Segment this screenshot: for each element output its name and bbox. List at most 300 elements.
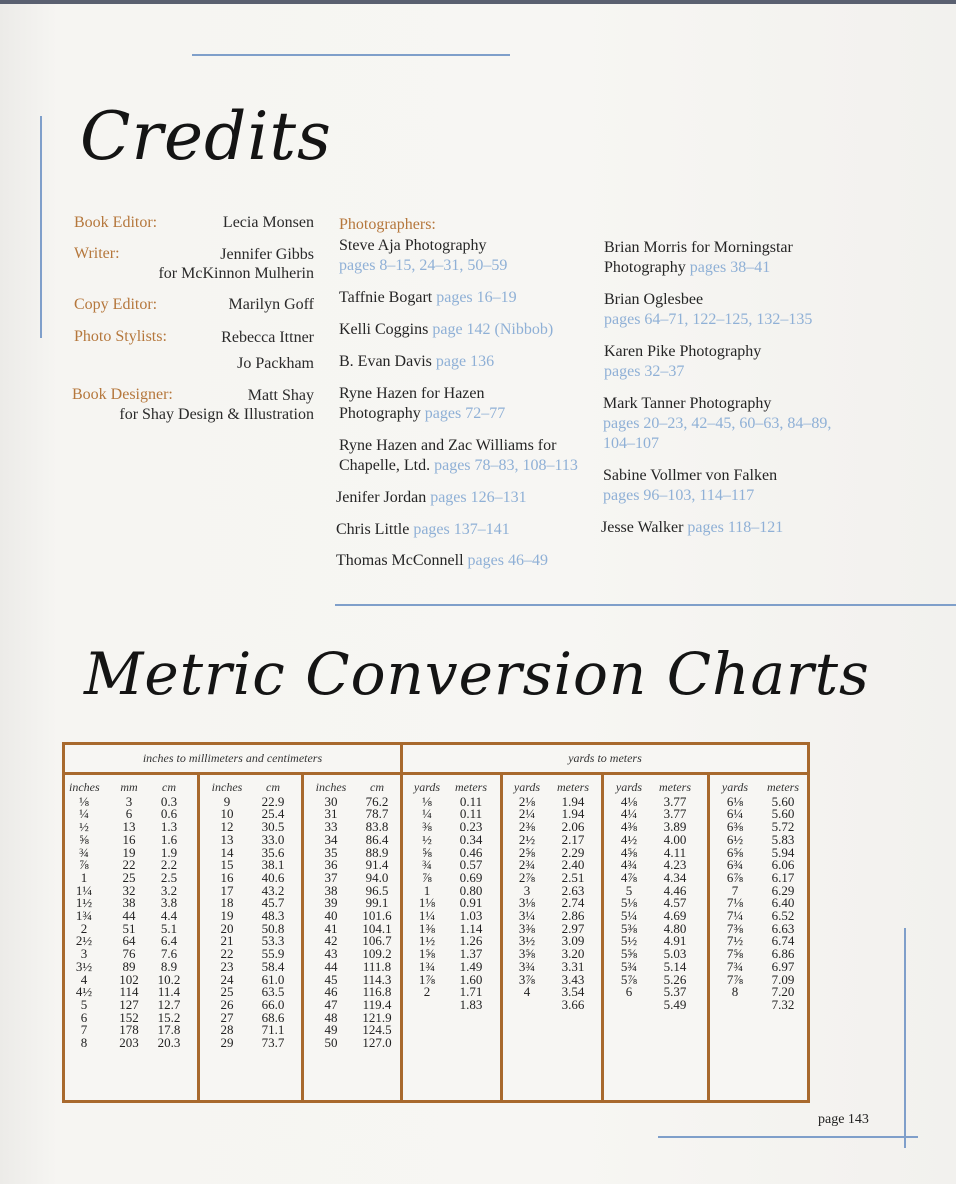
table-cell: 33.0	[261, 831, 285, 847]
table-cell: 6.52	[771, 908, 795, 924]
table-cell: 45	[324, 971, 338, 987]
table-cell: 4.80	[663, 920, 687, 936]
table-cell: 4⅞	[620, 869, 638, 885]
table-cell: ⅞	[422, 869, 432, 885]
table-cell: 64	[122, 933, 136, 949]
table-cell: 4.11	[663, 844, 687, 860]
table-cell: 14	[220, 844, 234, 860]
table-cell: 7⅞	[726, 971, 744, 987]
credit-label-book-editor: Book Editor:	[74, 214, 158, 231]
table-column	[407, 781, 447, 999]
table-cell: 3.89	[663, 819, 687, 835]
table-column	[355, 781, 399, 1050]
table-cell: 28	[220, 1022, 234, 1038]
table-cell: 38.1	[261, 857, 285, 873]
table-cell: 44	[324, 958, 338, 974]
table-cell: 3½	[518, 933, 536, 949]
table-cell: 34	[324, 831, 338, 847]
table-cell: ⅛	[79, 793, 89, 809]
bottom-rule	[658, 1136, 918, 1138]
table-cell: 4.23	[663, 857, 687, 873]
credit-value-copy-editor: Marilyn Goff	[228, 296, 314, 313]
column-header: cm	[162, 780, 176, 794]
table-cell: 0.34	[459, 831, 483, 847]
table-cell: 39	[324, 895, 338, 911]
table-cell: 45.7	[261, 895, 285, 911]
table-cell: 22	[122, 857, 136, 873]
table-cell: 47	[324, 996, 338, 1012]
table-cell: 38	[324, 882, 338, 898]
table-cell: 2¼	[518, 806, 536, 822]
table-cell: 0.23	[459, 819, 483, 835]
photographer-pages: pages 72–77	[424, 405, 506, 422]
photographer-name: Chris Little	[336, 521, 410, 538]
table-cell: 2½	[75, 933, 93, 949]
table-cell: 3⅛	[518, 895, 536, 911]
table-cell: 2.5	[160, 869, 178, 885]
photographer-entry	[336, 520, 596, 540]
column-header: meters	[767, 780, 799, 794]
table-cell: ½	[422, 831, 432, 847]
table-cell: 7.32	[771, 996, 795, 1012]
credit-value-book-designer: Matt Shay	[247, 387, 314, 404]
table-cell: 7¼	[726, 908, 744, 924]
table-cell: 2⅛	[518, 793, 536, 809]
table-cell: 6.4	[160, 933, 178, 949]
photographer-entry	[603, 466, 843, 506]
table-divider	[707, 775, 710, 1100]
photographer-entry	[339, 352, 599, 372]
table-cell: 41	[324, 920, 338, 936]
column-header: inches	[315, 780, 347, 794]
photographer-entry	[604, 342, 844, 382]
table-cell: 43	[324, 946, 338, 962]
table-cell: 5¼	[620, 908, 638, 924]
table-cell: 3.8	[160, 895, 178, 911]
table-cell: 203	[119, 1035, 139, 1051]
table-cell: 106.7	[362, 933, 392, 949]
table-cell: 55.9	[261, 946, 285, 962]
table-cell: 4.69	[663, 908, 687, 924]
table-cell: 2.97	[561, 920, 585, 936]
table-cell: 0.69	[459, 869, 483, 885]
table-cell: 101.6	[362, 908, 392, 924]
table-cell: 49	[324, 1022, 338, 1038]
table-cell: 1⅝	[418, 946, 436, 962]
table-cell: 30	[324, 793, 338, 809]
photographer-name: Karen Pike Photography	[604, 343, 762, 360]
table-cell: ½	[79, 819, 89, 835]
table-cell: 40	[324, 908, 338, 924]
table-cell: 76.2	[365, 793, 389, 809]
table-cell: 9	[223, 793, 231, 809]
table-cell: 13	[122, 819, 136, 835]
table-cell: 27	[220, 1009, 234, 1025]
table-column	[207, 781, 247, 1050]
table-cell: 4.34	[663, 869, 687, 885]
table-cell: 17.8	[157, 1022, 181, 1038]
table-cell: 15	[220, 857, 234, 873]
photographer-name: Brian Morris for Morningstar Photography	[604, 239, 793, 276]
table-cell: 5⅝	[620, 946, 638, 962]
credits-title: Credits	[80, 98, 332, 175]
table-cell: 1½	[418, 933, 436, 949]
table-cell: 6.06	[771, 857, 795, 873]
table-cell: 111.8	[362, 958, 392, 974]
table-column	[109, 781, 149, 1050]
table-column	[609, 781, 649, 999]
conversion-table	[62, 742, 810, 1103]
table-cell: 50	[324, 1035, 338, 1051]
table-cell: 178	[119, 1022, 139, 1038]
table-cell: 6⅝	[726, 844, 744, 860]
table-cell: 5.26	[663, 971, 687, 987]
table-cell: 37	[324, 869, 338, 885]
table-cell: 19	[122, 844, 136, 860]
table-divider	[301, 775, 304, 1100]
photographer-entry	[604, 290, 844, 330]
table-cell: 5⅛	[620, 895, 638, 911]
table-cell: 91.4	[365, 857, 389, 873]
table-cell: 7½	[726, 933, 744, 949]
table-cell: 88.9	[365, 844, 389, 860]
table-cell: 3.31	[561, 958, 585, 974]
table-cell: 2	[80, 920, 88, 936]
table-cell: 16	[122, 831, 136, 847]
table-cell: 1.60	[459, 971, 483, 987]
photographer-name: Ryne Hazen for Hazen Photography	[339, 385, 485, 422]
table-cell: 15.2	[157, 1009, 181, 1025]
table-cell: 4.57	[663, 895, 687, 911]
table-cell: 0.11	[459, 793, 483, 809]
table-cell: 6.40	[771, 895, 795, 911]
table-cell: 4	[80, 971, 88, 987]
table-cell: 4¾	[620, 857, 638, 873]
table-column	[311, 781, 351, 1050]
mid-rule	[335, 604, 956, 606]
credit-value-writer-2: for McKinnon Mulherin	[158, 265, 314, 282]
table-cell: 5	[80, 996, 88, 1012]
table-cell: 4⅜	[620, 819, 638, 835]
table-cell: 1.49	[459, 958, 483, 974]
table-cell: 35	[324, 844, 338, 860]
photographer-pages: pages 46–49	[467, 552, 548, 569]
table-cell: 53.3	[261, 933, 285, 949]
table-cell: 3⅞	[518, 971, 536, 987]
table-cell: 5.83	[771, 831, 795, 847]
table-cell: 50.8	[261, 920, 285, 936]
column-header: inches	[211, 780, 243, 794]
table-cell: 48	[324, 1009, 338, 1025]
column-header: yards	[513, 780, 541, 794]
credit-value-book-editor: Lecia Monsen	[222, 214, 314, 231]
table-cell: 36	[324, 857, 338, 873]
table-column	[507, 781, 547, 999]
table-cell: 0.3	[160, 793, 178, 809]
table-cell: 1.14	[459, 920, 483, 936]
table-cell: 38	[122, 895, 136, 911]
photographer-name: Taffnie Bogart	[339, 289, 433, 306]
table-cell: 1⅛	[418, 895, 436, 911]
table-cell: 7¾	[726, 958, 744, 974]
column-header: meters	[557, 780, 589, 794]
table-cell: 1	[423, 882, 431, 898]
metric-conversion-title: Metric Conversion Charts	[84, 640, 870, 708]
table-cell: 7	[80, 1022, 88, 1038]
photographer-pages: pages 78–83, 108–113	[434, 457, 578, 474]
table-cell: 11.4	[157, 984, 181, 1000]
table-cell: 2¾	[518, 857, 536, 873]
table-cell: 121.9	[362, 1009, 392, 1025]
table-cell: 3.54	[561, 984, 585, 1000]
table-cell: 35.6	[261, 844, 285, 860]
table-cell: 10	[220, 806, 234, 822]
photographer-name: Jesse Walker	[601, 519, 684, 536]
table-cell: 2.2	[160, 857, 178, 873]
table-cell: 5.94	[771, 844, 795, 860]
table-cell: 7.09	[771, 971, 795, 987]
table-cell: 119.4	[362, 996, 392, 1012]
table-cell: 4.00	[663, 831, 687, 847]
table-cell: 61.0	[261, 971, 285, 987]
table-cell: 3.20	[561, 946, 585, 962]
table-cell: 40.6	[261, 869, 285, 885]
table-cell: 6.86	[771, 946, 795, 962]
table-column	[653, 781, 697, 1012]
table-cell: 29	[220, 1035, 234, 1051]
table-cell: ¼	[79, 806, 89, 822]
table-cell: 1.9	[160, 844, 178, 860]
table-cell: 6.74	[771, 933, 795, 949]
column-header: cm	[266, 780, 280, 794]
table-cell: 6.63	[771, 920, 795, 936]
table-cell: 78.7	[365, 806, 389, 822]
photographer-entry	[336, 488, 596, 508]
photographer-pages: pages 137–141	[413, 521, 510, 538]
table-cell: 5.03	[663, 946, 687, 962]
table-cell: 6⅞	[726, 869, 744, 885]
table-cell: 58.4	[261, 958, 285, 974]
table-cell: 5.1	[160, 920, 178, 936]
table-cell: 68.6	[261, 1009, 285, 1025]
credit-value-writer: Jennifer Gibbs	[220, 246, 314, 263]
table-cell: 16	[220, 869, 234, 885]
bottom-right-vertical-rule	[904, 928, 906, 1148]
table-cell: 4	[523, 984, 531, 1000]
table-column	[715, 781, 755, 999]
photographer-name: Thomas McConnell	[336, 552, 464, 569]
table-cell: 0.6	[160, 806, 178, 822]
column-header: mm	[120, 780, 138, 794]
table-cell: 3¾	[518, 958, 536, 974]
table-cell: 1⅞	[418, 971, 436, 987]
table-cell: 2½	[518, 831, 536, 847]
table-cell: 6½	[726, 831, 744, 847]
photographer-pages: pages 32–37	[604, 363, 685, 380]
photographer-name: Kelli Coggins	[339, 321, 429, 338]
table-cell: 2.29	[561, 844, 585, 860]
table-cell: 6.17	[771, 869, 795, 885]
table-cell: 3.2	[160, 882, 178, 898]
table-cell: 4½	[75, 984, 93, 1000]
table-cell: 5.49	[663, 996, 687, 1012]
table-cell: 51	[122, 920, 136, 936]
column-header: yards	[721, 780, 749, 794]
table-cell: ¾	[79, 844, 89, 860]
table-cell: 7.6	[160, 946, 178, 962]
table-cell: 0.91	[459, 895, 483, 911]
credit-label-book-designer: Book Designer:	[72, 386, 173, 403]
table-cell: 5⅜	[620, 920, 638, 936]
table-cell: 3.77	[663, 806, 687, 822]
photographer-name: Sabine Vollmer von Falken	[603, 467, 778, 484]
table-cell: 94.0	[365, 869, 389, 885]
table-cell: 2.06	[561, 819, 585, 835]
table-cell: 25.4	[261, 806, 285, 822]
table-cell: 2.17	[561, 831, 585, 847]
photographer-name: Ryne Hazen and Zac Williams for Chapelle, Ltd.	[339, 437, 557, 474]
table-cell: 83.8	[365, 819, 389, 835]
photographer-pages: page 136	[435, 353, 495, 370]
table-cell: ¼	[422, 806, 432, 822]
table-cell: 2.86	[561, 908, 585, 924]
table-cell: 43.2	[261, 882, 285, 898]
table-heading-inches: inches to millimeters and centimeters	[65, 745, 400, 775]
table-cell: 3½	[75, 958, 93, 974]
table-cell: 12	[220, 819, 234, 835]
table-divider	[197, 775, 200, 1100]
table-cell: 21	[220, 933, 234, 949]
table-cell: 4¼	[620, 806, 638, 822]
table-cell: 32	[122, 882, 136, 898]
photographer-entry	[603, 394, 843, 454]
table-cell: 5½	[620, 933, 638, 949]
table-cell: ⅞	[79, 857, 89, 873]
table-cell: 1.83	[459, 996, 483, 1012]
table-cell: 10.2	[157, 971, 181, 987]
table-heading-yards: yards to meters	[403, 745, 807, 775]
photographer-name: Steve Aja Photography	[339, 237, 487, 254]
table-cell: 1.03	[459, 908, 483, 924]
column-header: yards	[615, 780, 643, 794]
column-header: inches	[69, 780, 100, 794]
table-divider	[500, 775, 503, 1100]
table-cell: 2⅞	[518, 869, 536, 885]
table-cell: 6	[125, 806, 133, 822]
column-header: yards	[413, 780, 441, 794]
table-cell: 1.71	[459, 984, 483, 1000]
table-cell: 86.4	[365, 831, 389, 847]
table-cell: 89	[122, 958, 136, 974]
column-header: meters	[659, 780, 691, 794]
photographers-heading: Photographers:	[339, 216, 436, 233]
table-cell: 3⅝	[518, 946, 536, 962]
table-cell: 76	[122, 946, 136, 962]
table-cell: 44	[122, 908, 136, 924]
table-cell: 6⅜	[726, 819, 744, 835]
credit-label-copy-editor: Copy Editor:	[74, 296, 158, 313]
credit-value-photo-stylists: Rebecca Ittner	[221, 329, 314, 346]
table-cell: 30.5	[261, 819, 285, 835]
table-cell: 1¼	[75, 882, 93, 898]
photographer-entry	[339, 320, 579, 340]
table-cell: 102	[119, 971, 139, 987]
photographer-entry	[339, 384, 539, 424]
photographer-pages: pages 8–15, 24–31, 50–59	[339, 257, 508, 274]
column-header: meters	[455, 780, 487, 794]
table-cell: 4.46	[663, 882, 687, 898]
table-cell: 63.5	[261, 984, 285, 1000]
table-cell: 127	[119, 996, 139, 1012]
photographer-pages: pages 64–71, 122–125, 132–135	[604, 311, 813, 328]
table-cell: 2.40	[561, 857, 585, 873]
table-cell: 22.9	[261, 793, 285, 809]
page-number: page 143	[818, 1112, 869, 1127]
table-cell: 5.37	[663, 984, 687, 1000]
table-cell: 104.1	[362, 920, 392, 936]
table-cell: 8	[731, 984, 739, 1000]
table-cell: 1¾	[418, 958, 436, 974]
table-cell: 8.9	[160, 958, 178, 974]
table-cell: 17	[220, 882, 234, 898]
table-cell: 42	[324, 933, 338, 949]
table-cell: 114	[119, 984, 139, 1000]
table-cell: 0.57	[459, 857, 483, 873]
photographer-pages: pages 118–121	[687, 519, 784, 536]
table-cell: 2.74	[561, 895, 585, 911]
table-cell: 1⅜	[418, 920, 436, 936]
table-cell: 3.43	[561, 971, 585, 987]
table-cell: 6.29	[771, 882, 795, 898]
table-cell: 1.3	[160, 819, 178, 835]
table-cell: 1½	[75, 895, 93, 911]
table-cell: 5.60	[771, 806, 795, 822]
table-cell: ⅝	[79, 831, 89, 847]
table-cell: 5.72	[771, 819, 795, 835]
table-cell: 71.1	[261, 1022, 285, 1038]
table-cell: 4⅝	[620, 844, 638, 860]
photographer-pages: pages 20–23, 42–45, 60–63, 84–89, 104–107	[603, 415, 832, 452]
table-cell: 13	[220, 831, 234, 847]
table-cell: 3.09	[561, 933, 585, 949]
credit-label-photo-stylists: Photo Stylists:	[74, 328, 167, 345]
table-cell: ⅝	[422, 844, 432, 860]
photographer-name: Brian Oglesbee	[604, 291, 704, 308]
table-cell: 5	[625, 882, 633, 898]
column-header: cm	[370, 780, 384, 794]
photographer-name: Jenifer Jordan	[336, 489, 427, 506]
table-cell: 4⅛	[620, 793, 638, 809]
table-cell: 99.1	[365, 895, 389, 911]
table-cell: 6¾	[726, 857, 744, 873]
table-cell: 109.2	[362, 946, 392, 962]
table-cell: 1.6	[160, 831, 178, 847]
table-cell: 3⅜	[518, 920, 536, 936]
table-column	[251, 781, 295, 1050]
table-cell: 5.14	[663, 958, 687, 974]
table-cell: 7	[731, 882, 739, 898]
table-column	[449, 781, 493, 1012]
table-cell: 1	[80, 869, 88, 885]
photographer-pages: pages 126–131	[430, 489, 527, 506]
photographer-entry	[339, 288, 599, 308]
table-column	[149, 781, 189, 1050]
table-cell: 31	[324, 806, 338, 822]
table-cell: 20.3	[157, 1035, 181, 1051]
table-cell: 24	[220, 971, 234, 987]
table-cell: 7.20	[771, 984, 795, 1000]
table-cell: 4½	[620, 831, 638, 847]
